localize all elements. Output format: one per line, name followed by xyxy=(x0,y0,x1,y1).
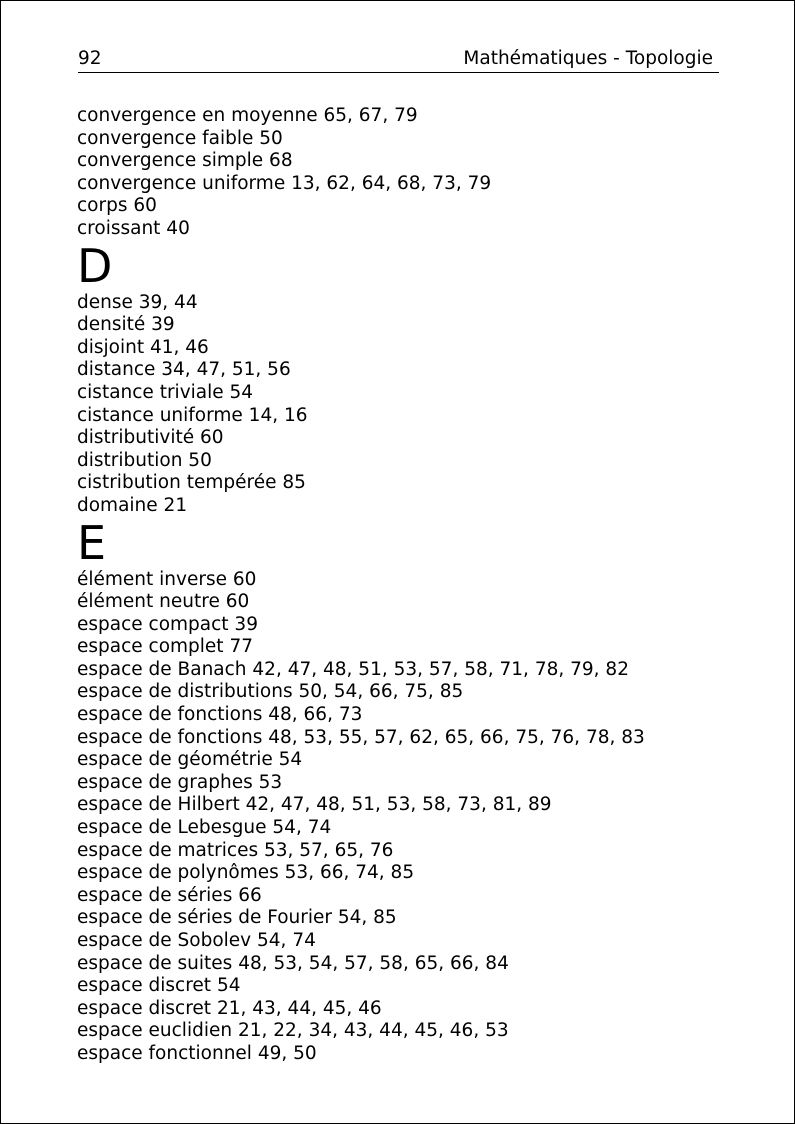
page-number: 92 xyxy=(78,48,102,69)
index-entry: espace de Hilbert 42, 47, 48, 51, 53, 58, 73, 81, 89 xyxy=(77,794,552,816)
index-entry: cistribution tempérée 85 xyxy=(77,472,306,494)
index-entry: espace de Lebesgue 54, 74 xyxy=(77,817,332,839)
index-entry: convergence en moyenne 65, 67, 79 xyxy=(77,105,418,126)
header-title: Mathématiques - Topologie xyxy=(463,48,713,69)
index-entry: cistance triviale 54 xyxy=(77,381,254,403)
index-entry: élément inverse 60 xyxy=(77,568,257,590)
index-entry: densité 39 xyxy=(77,314,175,336)
index-entry: espace discret 21, 43, 44, 45, 46 xyxy=(77,997,382,1019)
index-entry: dense 39, 44 xyxy=(77,291,198,313)
index-list xyxy=(77,105,777,1066)
index-entry: espace fonctionnel 49, 50 xyxy=(77,1042,317,1064)
index-entry: convergence simple 68 xyxy=(77,150,293,172)
index-entry: espace complet 77 xyxy=(77,636,253,658)
index-entry: croissant 40 xyxy=(77,217,190,239)
index-entry: espace euclidien 21, 22, 34, 43, 44, 45, 46, 53 xyxy=(77,1020,509,1042)
index-entry: distributivité 60 xyxy=(77,427,224,449)
index-entry: espace de fonctions 48, 66, 73 xyxy=(77,704,363,726)
index-entry: corps 60 xyxy=(77,195,157,217)
index-entry: domaine 21 xyxy=(77,494,188,516)
index-entry: espace de suites 48, 53, 54, 57, 58, 65, 66, 84 xyxy=(77,952,509,974)
index-letter-heading: D xyxy=(77,238,113,293)
index-entry: espace de géométrie 54 xyxy=(77,749,303,771)
index-entry: distance 34, 47, 51, 56 xyxy=(77,359,291,381)
index-entry: espace de Sobolev 54, 74 xyxy=(77,930,316,951)
index-entry: espace compact 39 xyxy=(77,613,258,635)
index-entry: distribution 50 xyxy=(77,449,212,471)
index-entry: convergence uniforme 13, 62, 64, 68, 73, 79 xyxy=(77,172,492,194)
index-entry: espace de séries de Fourier 54, 85 xyxy=(77,907,397,929)
index-entry: élément neutre 60 xyxy=(77,591,250,613)
index-letter-heading: E xyxy=(77,515,107,570)
index-entry: cistance uniforme 14, 16 xyxy=(77,404,308,426)
index-entry: espace de fonctions 48, 53, 55, 57, 62, 65, 66, 75, 76, 78, 83 xyxy=(77,726,645,748)
index-entry: disjoint 41, 46 xyxy=(77,336,209,358)
index-entry: espace de matrices 53, 57, 65, 76 xyxy=(77,839,394,861)
index-entry: espace de Banach 42, 47, 48, 51, 53, 57, 58, 71, 78, 79, 82 xyxy=(77,658,629,680)
index-entry: espace de graphes 53 xyxy=(77,771,283,793)
index-entry: espace de polynômes 53, 66, 74, 85 xyxy=(77,862,415,884)
running-header xyxy=(78,48,719,73)
index-entry: convergence faible 50 xyxy=(77,127,283,149)
index-entry: espace de séries 66 xyxy=(77,884,262,906)
index-entry: espace discret 54 xyxy=(77,975,241,997)
index-entry: espace de distributions 50, 54, 66, 75, 85 xyxy=(77,681,464,703)
